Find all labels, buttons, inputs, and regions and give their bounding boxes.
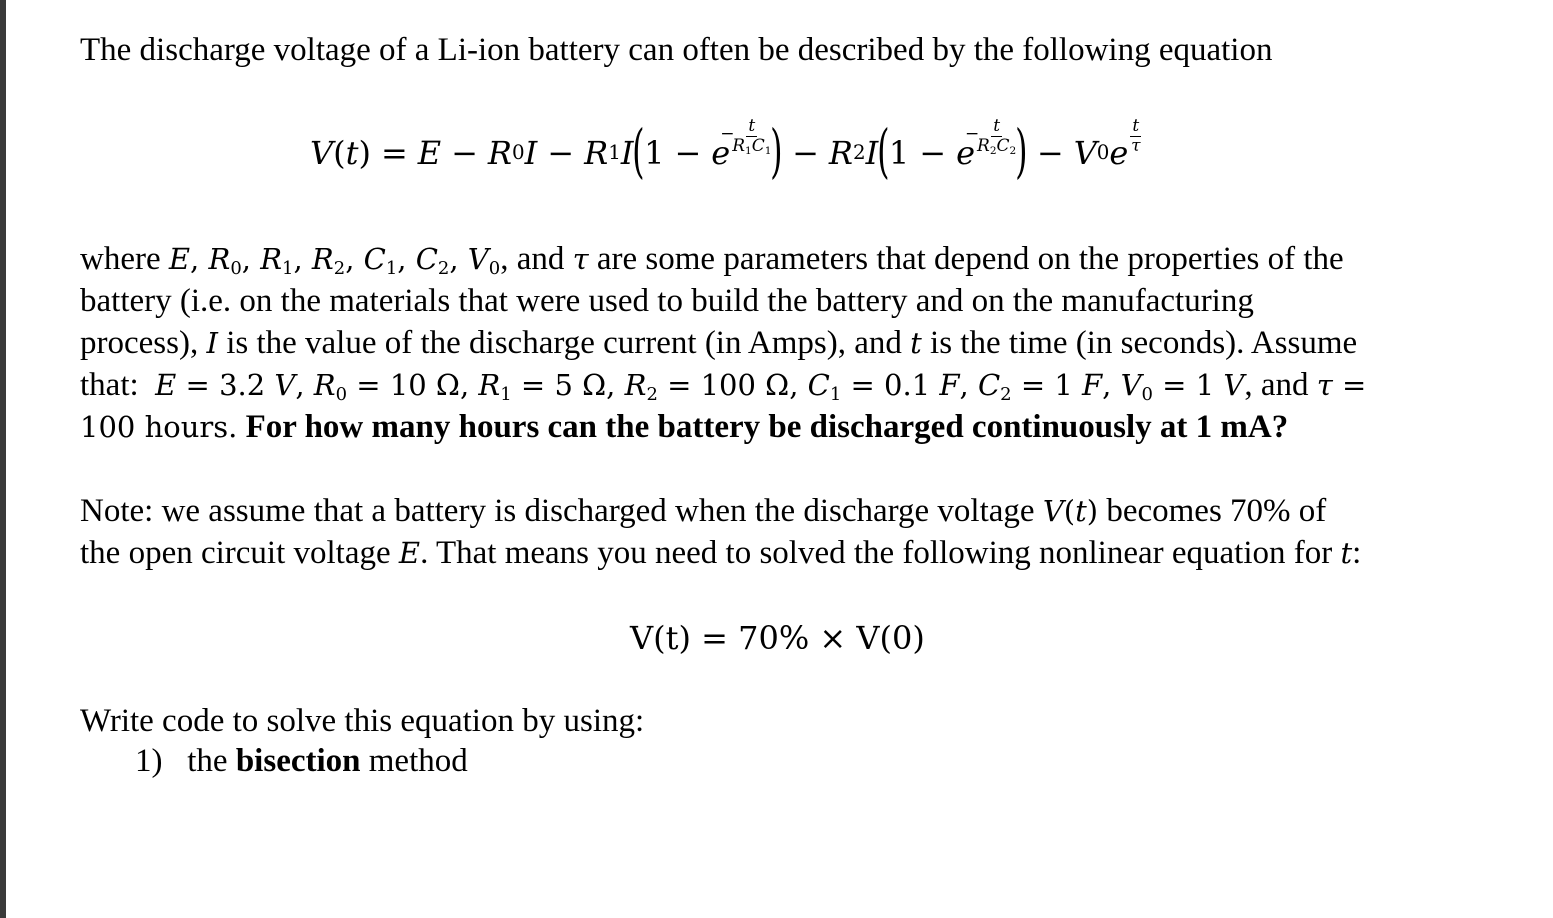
window-left-edge bbox=[0, 0, 6, 918]
params-line-2: battery (i.e. on the materials that were used to build the battery and on the manufacturing bbox=[80, 283, 1254, 319]
note-line-1: Note: we assume that a battery is discharged when the discharge voltage V(t) becomes 70% of bbox=[80, 493, 1327, 529]
params-line-1: where E, $R_0$, $R_1$, $R_2$, $C_1$, $C_2$, $V_0$, and τ are some parameters that depend on the properties of the bbox=[80, 241, 1344, 280]
params-line-3: process), I is the value of the discharge current (in Amps), and t is the time (in seconds). Assume bbox=[80, 325, 1358, 361]
target-equation: V(t) = 70% × V(0) bbox=[630, 619, 925, 657]
discharge-voltage-equation: V ( t ) = E − R 0 I − R 1 I ( 1 − e − $\frac{t}{R_1C_1}$ ) − R 2 I ( 1 − e − $\frac{t}{R_2C_2}$ ) − V 0 e $\frac{t}{\tau}$ bbox=[310, 112, 1141, 194]
question-line: 100 hours. For how many hours can the battery be discharged continuously at 1 mA? bbox=[80, 409, 1289, 445]
question-text: For how many hours can the battery be discharged continuously at 1 mA? bbox=[245, 409, 1289, 445]
params-line-4: that: E = 3.2 V, $R_0 = 10$ Ω, $R_1 = 5$ Ω, $R_2 = 100$ Ω, $C_1 = 0.1$ F, $C_2 = 1$ F, $V_0 = 1$ V, and τ = bbox=[80, 367, 1367, 406]
write-code-instruction: Write code to solve this equation by using: bbox=[80, 703, 645, 739]
intro-text: The discharge voltage of a Li-ion battery can often be described by the following equation bbox=[80, 32, 1273, 68]
note-line-2: the open circuit voltage E. That means you need to solved the following nonlinear equation for t: bbox=[80, 535, 1362, 571]
method-name: bisection bbox=[235, 743, 361, 779]
list-item: 1) the bisection method bbox=[135, 743, 468, 779]
